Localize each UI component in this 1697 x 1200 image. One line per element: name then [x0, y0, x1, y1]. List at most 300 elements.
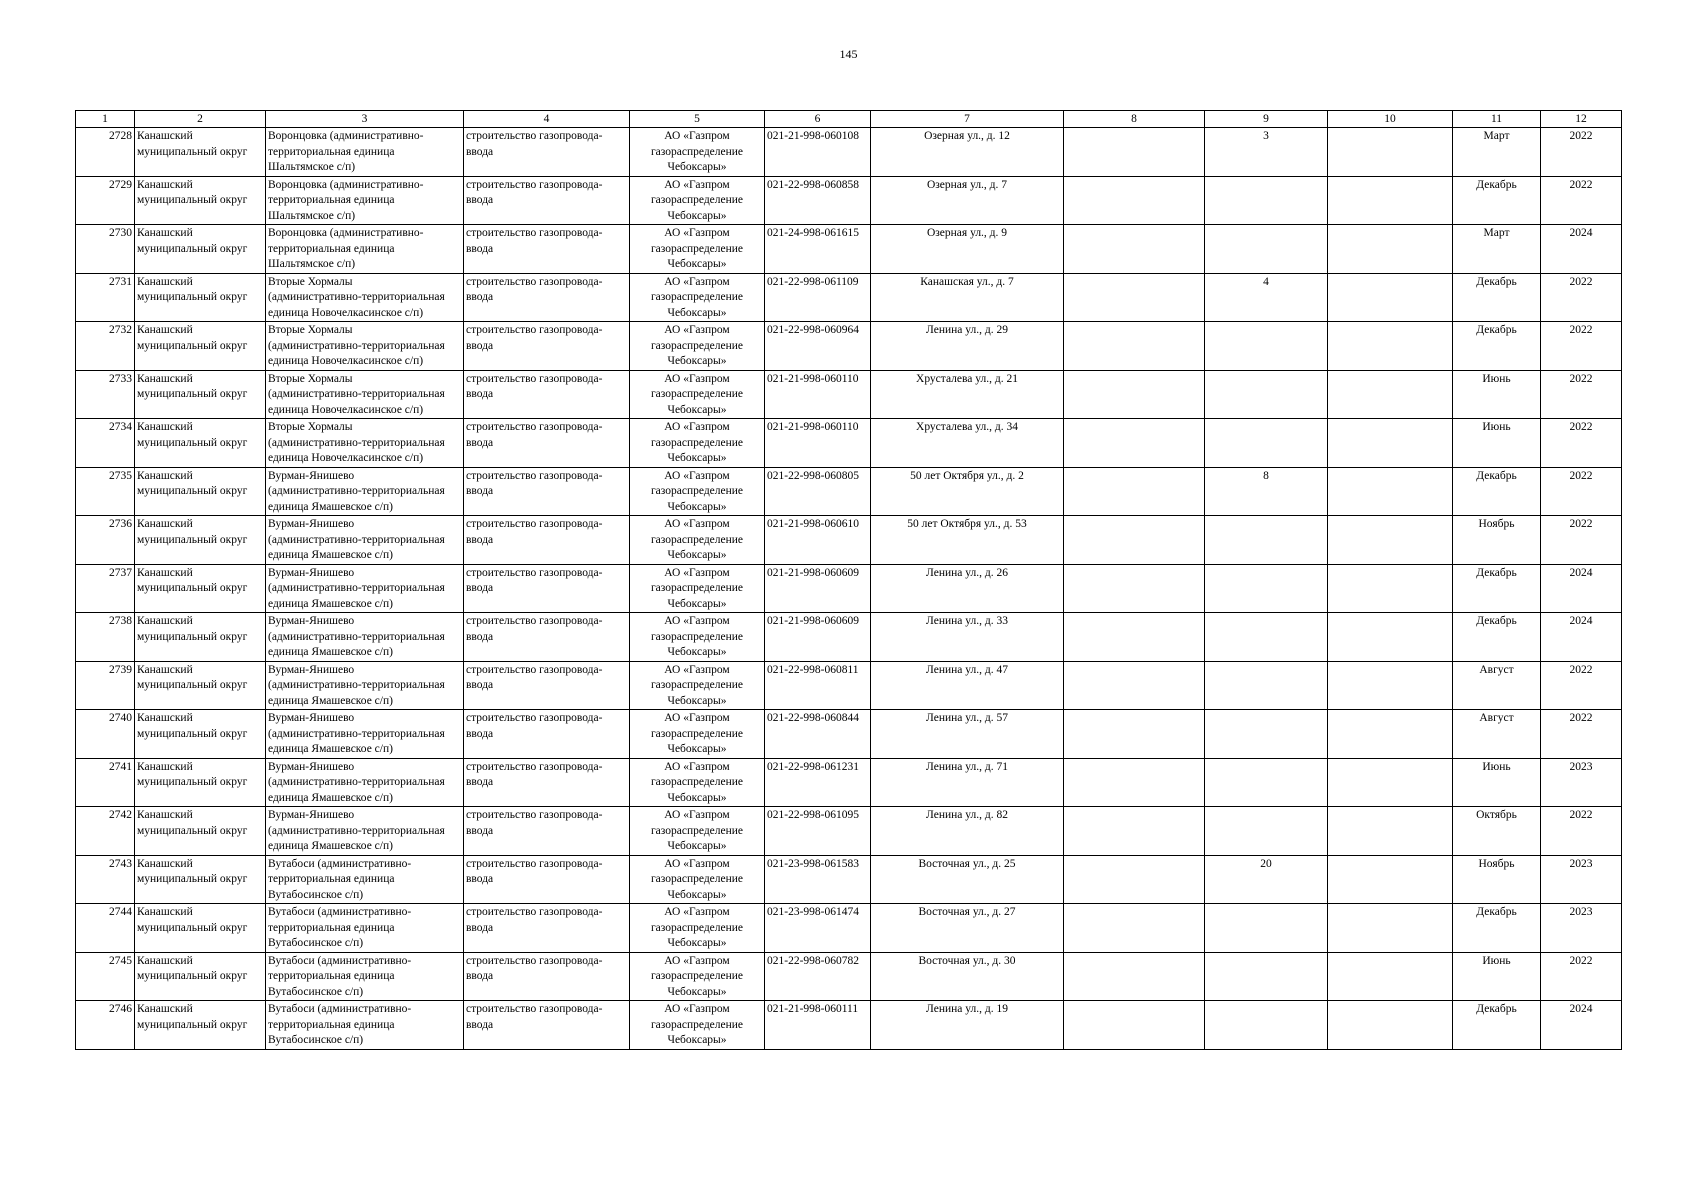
settlement-cell-line: единица Ямашевское с/п) [268, 646, 393, 658]
column-header: 4 [464, 111, 630, 128]
organization-cell [630, 807, 765, 856]
settlement-cell-line: Вутабоси (административно- [268, 1003, 412, 1015]
district-cell [135, 128, 266, 177]
organization-cell [630, 370, 765, 419]
column-9-cell [1205, 613, 1328, 662]
work-type-cell-line: строительство газопровода- [466, 906, 603, 918]
organization-cell-line: Чебоксары» [667, 743, 727, 755]
district-cell-line: муниципальный округ [137, 194, 248, 206]
work-type-cell [464, 661, 630, 710]
table-row [76, 370, 1622, 419]
district-cell [135, 370, 266, 419]
settlement-cell-line: (административно-территориальная [268, 339, 445, 352]
district-cell-line: муниципальный округ [137, 970, 248, 982]
district-cell-line: Канашский [137, 954, 193, 967]
settlement-cell-line: (административно-территориальная [268, 388, 445, 400]
settlement-cell-line: Вторые Хормалы [268, 421, 353, 433]
column-8-cell [1064, 176, 1205, 225]
organization-cell-line: Чебоксары» [667, 355, 727, 367]
row-number-cell: 2735 [76, 467, 135, 516]
organization-cell-line: газораспределение [650, 485, 744, 497]
year-cell: 2023 [1541, 855, 1622, 904]
settlement-cell-line: Вурман-Янишево [268, 566, 355, 579]
settlement-cell-line: Вутабосинское с/п) [268, 937, 364, 949]
organization-cell-line: Чебоксары» [667, 985, 727, 998]
settlement-cell [266, 322, 464, 371]
month-cell: Октябрь [1453, 807, 1541, 856]
address-cell: Ленина ул., д. 33 [871, 613, 1064, 662]
month-cell: Декабрь [1453, 564, 1541, 613]
district-cell [135, 564, 266, 613]
settlement-cell-line: (административно-территориальная [268, 533, 445, 546]
organization-cell-line: газораспределение [650, 727, 744, 740]
district-cell-line: муниципальный округ [137, 1018, 248, 1031]
column-9-cell: 4 [1205, 273, 1328, 322]
work-type-cell-line: строительство газопровода- [466, 615, 603, 627]
district-cell-line: муниципальный округ [137, 630, 248, 643]
organization-cell-line: АО «Газпром [664, 469, 730, 482]
column-10-cell [1328, 952, 1453, 1001]
address-cell: 50 лет Октября ул., д. 53 [871, 516, 1064, 565]
table-row [76, 661, 1622, 710]
settlement-cell-line: территориальная единица [268, 970, 395, 982]
settlement-cell-line: (административно-территориальная [268, 824, 445, 837]
work-type-cell-line: ввода [466, 145, 494, 158]
work-type-cell-line: ввода [466, 921, 494, 934]
settlement-cell [266, 710, 464, 759]
year-cell: 2024 [1541, 1001, 1622, 1050]
organization-cell-line: АО «Газпром [664, 712, 730, 724]
settlement-cell-line: Вутабосинское с/п) [268, 985, 364, 998]
year-cell: 2024 [1541, 613, 1622, 662]
row-number-cell: 2738 [76, 613, 135, 662]
month-cell: Ноябрь [1453, 516, 1541, 565]
organization-cell [630, 516, 765, 565]
settlement-cell [266, 273, 464, 322]
organization-cell [630, 176, 765, 225]
district-cell-line: муниципальный округ [137, 582, 248, 594]
district-cell-line: Канашский [137, 372, 193, 385]
district-cell-line: Канашский [137, 712, 193, 724]
settlement-cell-line: единица Ямашевское с/п) [268, 694, 393, 707]
district-cell-line: Канашский [137, 324, 193, 336]
work-type-cell-line: строительство газопровода- [466, 227, 603, 239]
organization-cell-line: Чебоксары» [667, 549, 727, 561]
organization-cell [630, 225, 765, 274]
work-type-cell [464, 710, 630, 759]
table-row [76, 564, 1622, 613]
work-type-cell [464, 176, 630, 225]
row-number-cell: 2736 [76, 516, 135, 565]
work-type-cell [464, 419, 630, 468]
work-type-cell-line: строительство газопровода- [466, 954, 603, 967]
settlement-cell-line: (административно-территориальная [268, 679, 445, 691]
district-cell [135, 467, 266, 516]
column-9-cell [1205, 1001, 1328, 1050]
organization-cell-line: газораспределение [650, 630, 744, 643]
district-cell [135, 855, 266, 904]
table-row [76, 1001, 1622, 1050]
work-type-cell-line: строительство газопровода- [466, 518, 603, 530]
organization-cell-line: Чебоксары» [667, 888, 727, 901]
district-cell [135, 1001, 266, 1050]
row-number-cell: 2742 [76, 807, 135, 856]
settlement-cell [266, 128, 464, 177]
work-type-cell-line: ввода [466, 242, 494, 255]
organization-cell-line: АО «Газпром [664, 324, 730, 336]
organization-cell-line: газораспределение [650, 582, 744, 594]
table-row [76, 807, 1622, 856]
year-cell: 2022 [1541, 952, 1622, 1001]
year-cell: 2022 [1541, 467, 1622, 516]
organization-cell-line: Чебоксары» [667, 452, 727, 464]
column-8-cell [1064, 758, 1205, 807]
column-8-cell [1064, 128, 1205, 177]
work-type-cell [464, 564, 630, 613]
district-cell [135, 273, 266, 322]
organization-cell-line: газораспределение [650, 194, 744, 206]
column-10-cell [1328, 516, 1453, 565]
organization-cell-line: АО «Газпром [664, 954, 730, 967]
settlement-cell-line: территориальная единица [268, 873, 395, 885]
column-10-cell [1328, 225, 1453, 274]
district-cell-line: муниципальный округ [137, 291, 248, 303]
table-body [76, 128, 1622, 1050]
work-type-cell-line: строительство газопровода- [466, 1003, 603, 1015]
object-code-cell: 021-22-998-060964 [765, 322, 871, 371]
settlement-cell [266, 370, 464, 419]
object-code-cell: 021-22-998-060844 [765, 710, 871, 759]
district-cell-line: Канашский [137, 469, 193, 482]
work-type-cell [464, 1001, 630, 1050]
column-10-cell [1328, 467, 1453, 516]
column-10-cell [1328, 322, 1453, 371]
address-cell: Озерная ул., д. 7 [871, 176, 1064, 225]
column-header: 9 [1205, 111, 1328, 128]
settlement-cell-line: Воронцовка (административно- [268, 227, 424, 239]
organization-cell-line: АО «Газпром [664, 227, 730, 239]
work-type-cell-line: строительство газопровода- [466, 130, 603, 142]
table-row [76, 322, 1622, 371]
column-10-cell [1328, 710, 1453, 759]
year-cell: 2022 [1541, 128, 1622, 177]
organization-cell-line: Чебоксары» [667, 791, 727, 804]
year-cell: 2024 [1541, 564, 1622, 613]
district-cell-line: Канашский [137, 130, 193, 142]
object-code-cell: 021-23-998-061474 [765, 904, 871, 953]
organization-cell-line: АО «Газпром [664, 421, 730, 433]
address-cell: Восточная ул., д. 30 [871, 952, 1064, 1001]
column-9-cell [1205, 807, 1328, 856]
organization-cell-line: Чебоксары» [667, 258, 727, 270]
settlement-cell-line: единица Новочелкасинское с/п) [268, 452, 424, 464]
object-code-cell: 021-22-998-061231 [765, 758, 871, 807]
settlement-cell [266, 758, 464, 807]
district-cell-line: Канашский [137, 566, 193, 579]
settlement-cell-line: единица Ямашевское с/п) [268, 597, 393, 610]
column-10-cell [1328, 904, 1453, 953]
settlement-cell-line: (административно-территориальная [268, 582, 445, 594]
work-type-cell [464, 807, 630, 856]
work-type-cell-line: ввода [466, 388, 494, 400]
settlement-cell [266, 225, 464, 274]
organization-cell-line: Чебоксары» [667, 306, 727, 319]
month-cell: Март [1453, 225, 1541, 274]
column-8-cell [1064, 225, 1205, 274]
table-row [76, 419, 1622, 468]
settlement-cell-line: единица Ямашевское с/п) [268, 791, 393, 804]
organization-cell-line: АО «Газпром [664, 1003, 730, 1015]
organization-cell-line: АО «Газпром [664, 518, 730, 530]
settlement-cell-line: Шальтямское с/п) [268, 258, 356, 270]
work-type-cell [464, 128, 630, 177]
work-type-cell-line: ввода [466, 1018, 494, 1031]
work-type-cell-line: ввода [466, 970, 494, 982]
organization-cell-line: газораспределение [650, 873, 744, 885]
object-code-cell: 021-21-998-060110 [765, 370, 871, 419]
work-type-cell [464, 758, 630, 807]
organization-cell [630, 613, 765, 662]
work-type-cell-line: ввода [466, 824, 494, 837]
settlement-cell-line: Вутабосинское с/п) [268, 1034, 364, 1046]
organization-cell [630, 273, 765, 322]
column-10-cell [1328, 1001, 1453, 1050]
row-number-cell: 2728 [76, 128, 135, 177]
year-cell: 2023 [1541, 758, 1622, 807]
month-cell: Июнь [1453, 419, 1541, 468]
column-10-cell [1328, 370, 1453, 419]
work-type-cell-line: строительство газопровода- [466, 809, 603, 821]
settlement-cell [266, 467, 464, 516]
settlement-cell-line: Вурман-Янишево [268, 809, 355, 821]
column-10-cell [1328, 273, 1453, 322]
page-number: 145 [839, 47, 858, 61]
organization-cell [630, 419, 765, 468]
district-cell [135, 516, 266, 565]
organization-cell-line: газораспределение [650, 776, 744, 788]
table-row [76, 467, 1622, 516]
work-type-cell-line: ввода [466, 194, 494, 206]
column-9-cell [1205, 710, 1328, 759]
column-9-cell: 20 [1205, 855, 1328, 904]
column-9-cell: 8 [1205, 467, 1328, 516]
table-row [76, 952, 1622, 1001]
organization-cell-line: Чебоксары» [667, 1034, 727, 1046]
district-cell-line: муниципальный округ [137, 145, 248, 158]
district-cell-line: Канашский [137, 275, 193, 288]
district-cell-line: муниципальный округ [137, 679, 248, 691]
column-10-cell [1328, 564, 1453, 613]
organization-cell-line: газораспределение [650, 1018, 744, 1031]
work-type-cell [464, 952, 630, 1001]
address-cell: Ленина ул., д. 29 [871, 322, 1064, 371]
column-9-cell [1205, 322, 1328, 371]
settlement-cell-line: (административно-территориальная [268, 776, 445, 788]
address-cell: Ленина ул., д. 57 [871, 710, 1064, 759]
month-cell: Ноябрь [1453, 855, 1541, 904]
row-number-cell: 2737 [76, 564, 135, 613]
organization-cell-line: АО «Газпром [664, 275, 730, 288]
organization-cell-line: Чебоксары» [667, 597, 727, 610]
organization-cell [630, 1001, 765, 1050]
column-10-cell [1328, 128, 1453, 177]
settlement-cell-line: Вутабоси (административно- [268, 954, 412, 967]
work-type-cell-line: строительство газопровода- [466, 324, 603, 336]
object-code-cell: 021-22-998-060805 [765, 467, 871, 516]
month-cell: Июнь [1453, 952, 1541, 1001]
year-cell: 2022 [1541, 710, 1622, 759]
object-code-cell: 021-21-998-060108 [765, 128, 871, 177]
row-number-cell: 2745 [76, 952, 135, 1001]
district-cell [135, 613, 266, 662]
district-cell-line: Канашский [137, 809, 193, 821]
district-cell [135, 176, 266, 225]
column-8-cell [1064, 1001, 1205, 1050]
organization-cell [630, 128, 765, 177]
row-number-cell: 2739 [76, 661, 135, 710]
district-cell-line: муниципальный округ [137, 727, 248, 740]
organization-cell-line: газораспределение [650, 145, 744, 158]
organization-cell-line: Чебоксары» [667, 161, 727, 173]
table-row [76, 855, 1622, 904]
work-type-cell [464, 855, 630, 904]
column-9-cell [1205, 758, 1328, 807]
work-type-cell-line: ввода [466, 291, 494, 303]
address-cell: Ленина ул., д. 47 [871, 661, 1064, 710]
address-cell: Хрусталева ул., д. 34 [871, 419, 1064, 468]
column-header: 5 [630, 111, 765, 128]
month-cell: Декабрь [1453, 613, 1541, 662]
column-9-cell [1205, 952, 1328, 1001]
district-cell-line: Канашский [137, 518, 193, 530]
district-cell-line: муниципальный округ [137, 242, 248, 255]
organization-cell-line: АО «Газпром [664, 566, 730, 579]
organization-cell-line: АО «Газпром [664, 906, 730, 918]
column-8-cell [1064, 516, 1205, 565]
column-10-cell [1328, 419, 1453, 468]
table-row [76, 128, 1622, 177]
year-cell: 2022 [1541, 176, 1622, 225]
column-8-cell [1064, 419, 1205, 468]
settlement-cell-line: Вутабоси (административно- [268, 906, 412, 918]
settlement-cell [266, 952, 464, 1001]
object-code-cell: 021-22-998-060782 [765, 952, 871, 1001]
organization-cell-line: АО «Газпром [664, 615, 730, 627]
work-type-cell [464, 273, 630, 322]
organization-cell-line: газораспределение [650, 970, 744, 982]
settlement-cell-line: Воронцовка (административно- [268, 130, 424, 142]
table-row [76, 904, 1622, 953]
column-8-cell [1064, 904, 1205, 953]
settlement-cell-line: территориальная единица [268, 194, 395, 206]
organization-cell-line: Чебоксары» [667, 694, 727, 707]
work-type-cell-line: ввода [466, 485, 494, 497]
column-8-cell [1064, 370, 1205, 419]
organization-cell-line: Чебоксары» [667, 646, 727, 658]
settlement-cell-line: единица Новочелкасинское с/п) [268, 306, 424, 319]
settlement-cell-line: Воронцовка (административно- [268, 178, 424, 191]
column-number-row [76, 111, 1622, 128]
settlement-cell-line: единица Ямашевское с/п) [268, 840, 393, 852]
column-10-cell [1328, 176, 1453, 225]
column-header: 8 [1064, 111, 1205, 128]
work-type-cell-line: строительство газопровода- [466, 857, 603, 870]
organization-cell [630, 710, 765, 759]
work-type-cell-line: строительство газопровода- [466, 421, 603, 433]
organization-cell-line: АО «Газпром [664, 372, 730, 385]
organization-cell-line: АО «Газпром [664, 760, 730, 773]
settlement-cell-line: (административно-территориальная [268, 436, 445, 449]
district-cell [135, 710, 266, 759]
settlement-cell-line: территориальная единица [268, 921, 395, 934]
district-cell-line: муниципальный округ [137, 921, 248, 934]
column-10-cell [1328, 855, 1453, 904]
year-cell: 2022 [1541, 370, 1622, 419]
column-8-cell [1064, 661, 1205, 710]
month-cell: Декабрь [1453, 1001, 1541, 1050]
column-8-cell [1064, 952, 1205, 1001]
district-cell-line: муниципальный округ [137, 436, 248, 449]
district-cell [135, 661, 266, 710]
object-code-cell: 021-24-998-061615 [765, 225, 871, 274]
month-cell: Июнь [1453, 370, 1541, 419]
year-cell: 2022 [1541, 322, 1622, 371]
column-header: 12 [1541, 111, 1622, 128]
row-number-cell: 2731 [76, 273, 135, 322]
work-type-cell-line: ввода [466, 679, 494, 691]
column-header: 1 [76, 111, 135, 128]
year-cell: 2022 [1541, 516, 1622, 565]
district-cell-line: Канашский [137, 615, 193, 627]
organization-cell-line: Чебоксары» [667, 840, 727, 852]
column-10-cell [1328, 807, 1453, 856]
month-cell: Декабрь [1453, 322, 1541, 371]
column-9-cell [1205, 904, 1328, 953]
district-cell-line: муниципальный округ [137, 533, 248, 546]
district-cell-line: муниципальный округ [137, 388, 248, 400]
organization-cell-line: газораспределение [650, 242, 744, 255]
work-type-cell-line: строительство газопровода- [466, 178, 603, 191]
work-type-cell [464, 322, 630, 371]
column-10-cell [1328, 661, 1453, 710]
column-9-cell [1205, 564, 1328, 613]
year-cell: 2022 [1541, 807, 1622, 856]
column-9-cell [1205, 176, 1328, 225]
organization-cell-line: газораспределение [650, 533, 744, 546]
address-cell: Ленина ул., д. 71 [871, 758, 1064, 807]
organization-cell-line: газораспределение [650, 436, 744, 449]
settlement-cell-line: Вурман-Янишево [268, 469, 355, 482]
district-cell-line: муниципальный округ [137, 339, 248, 352]
settlement-cell-line: Вурман-Янишево [268, 712, 355, 724]
settlement-cell [266, 419, 464, 468]
settlement-cell-line: единица Ямашевское с/п) [268, 743, 393, 755]
organization-cell [630, 904, 765, 953]
work-type-cell [464, 370, 630, 419]
district-cell-line: Канашский [137, 178, 193, 191]
work-type-cell-line: ввода [466, 776, 494, 788]
work-type-cell-line: строительство газопровода- [466, 275, 603, 288]
table-row [76, 516, 1622, 565]
district-cell [135, 322, 266, 371]
organization-cell [630, 564, 765, 613]
column-9-cell: 3 [1205, 128, 1328, 177]
organization-cell [630, 952, 765, 1001]
year-cell: 2022 [1541, 661, 1622, 710]
work-type-cell-line: строительство газопровода- [466, 712, 603, 724]
organization-cell-line: газораспределение [650, 921, 744, 934]
month-cell: Август [1453, 661, 1541, 710]
